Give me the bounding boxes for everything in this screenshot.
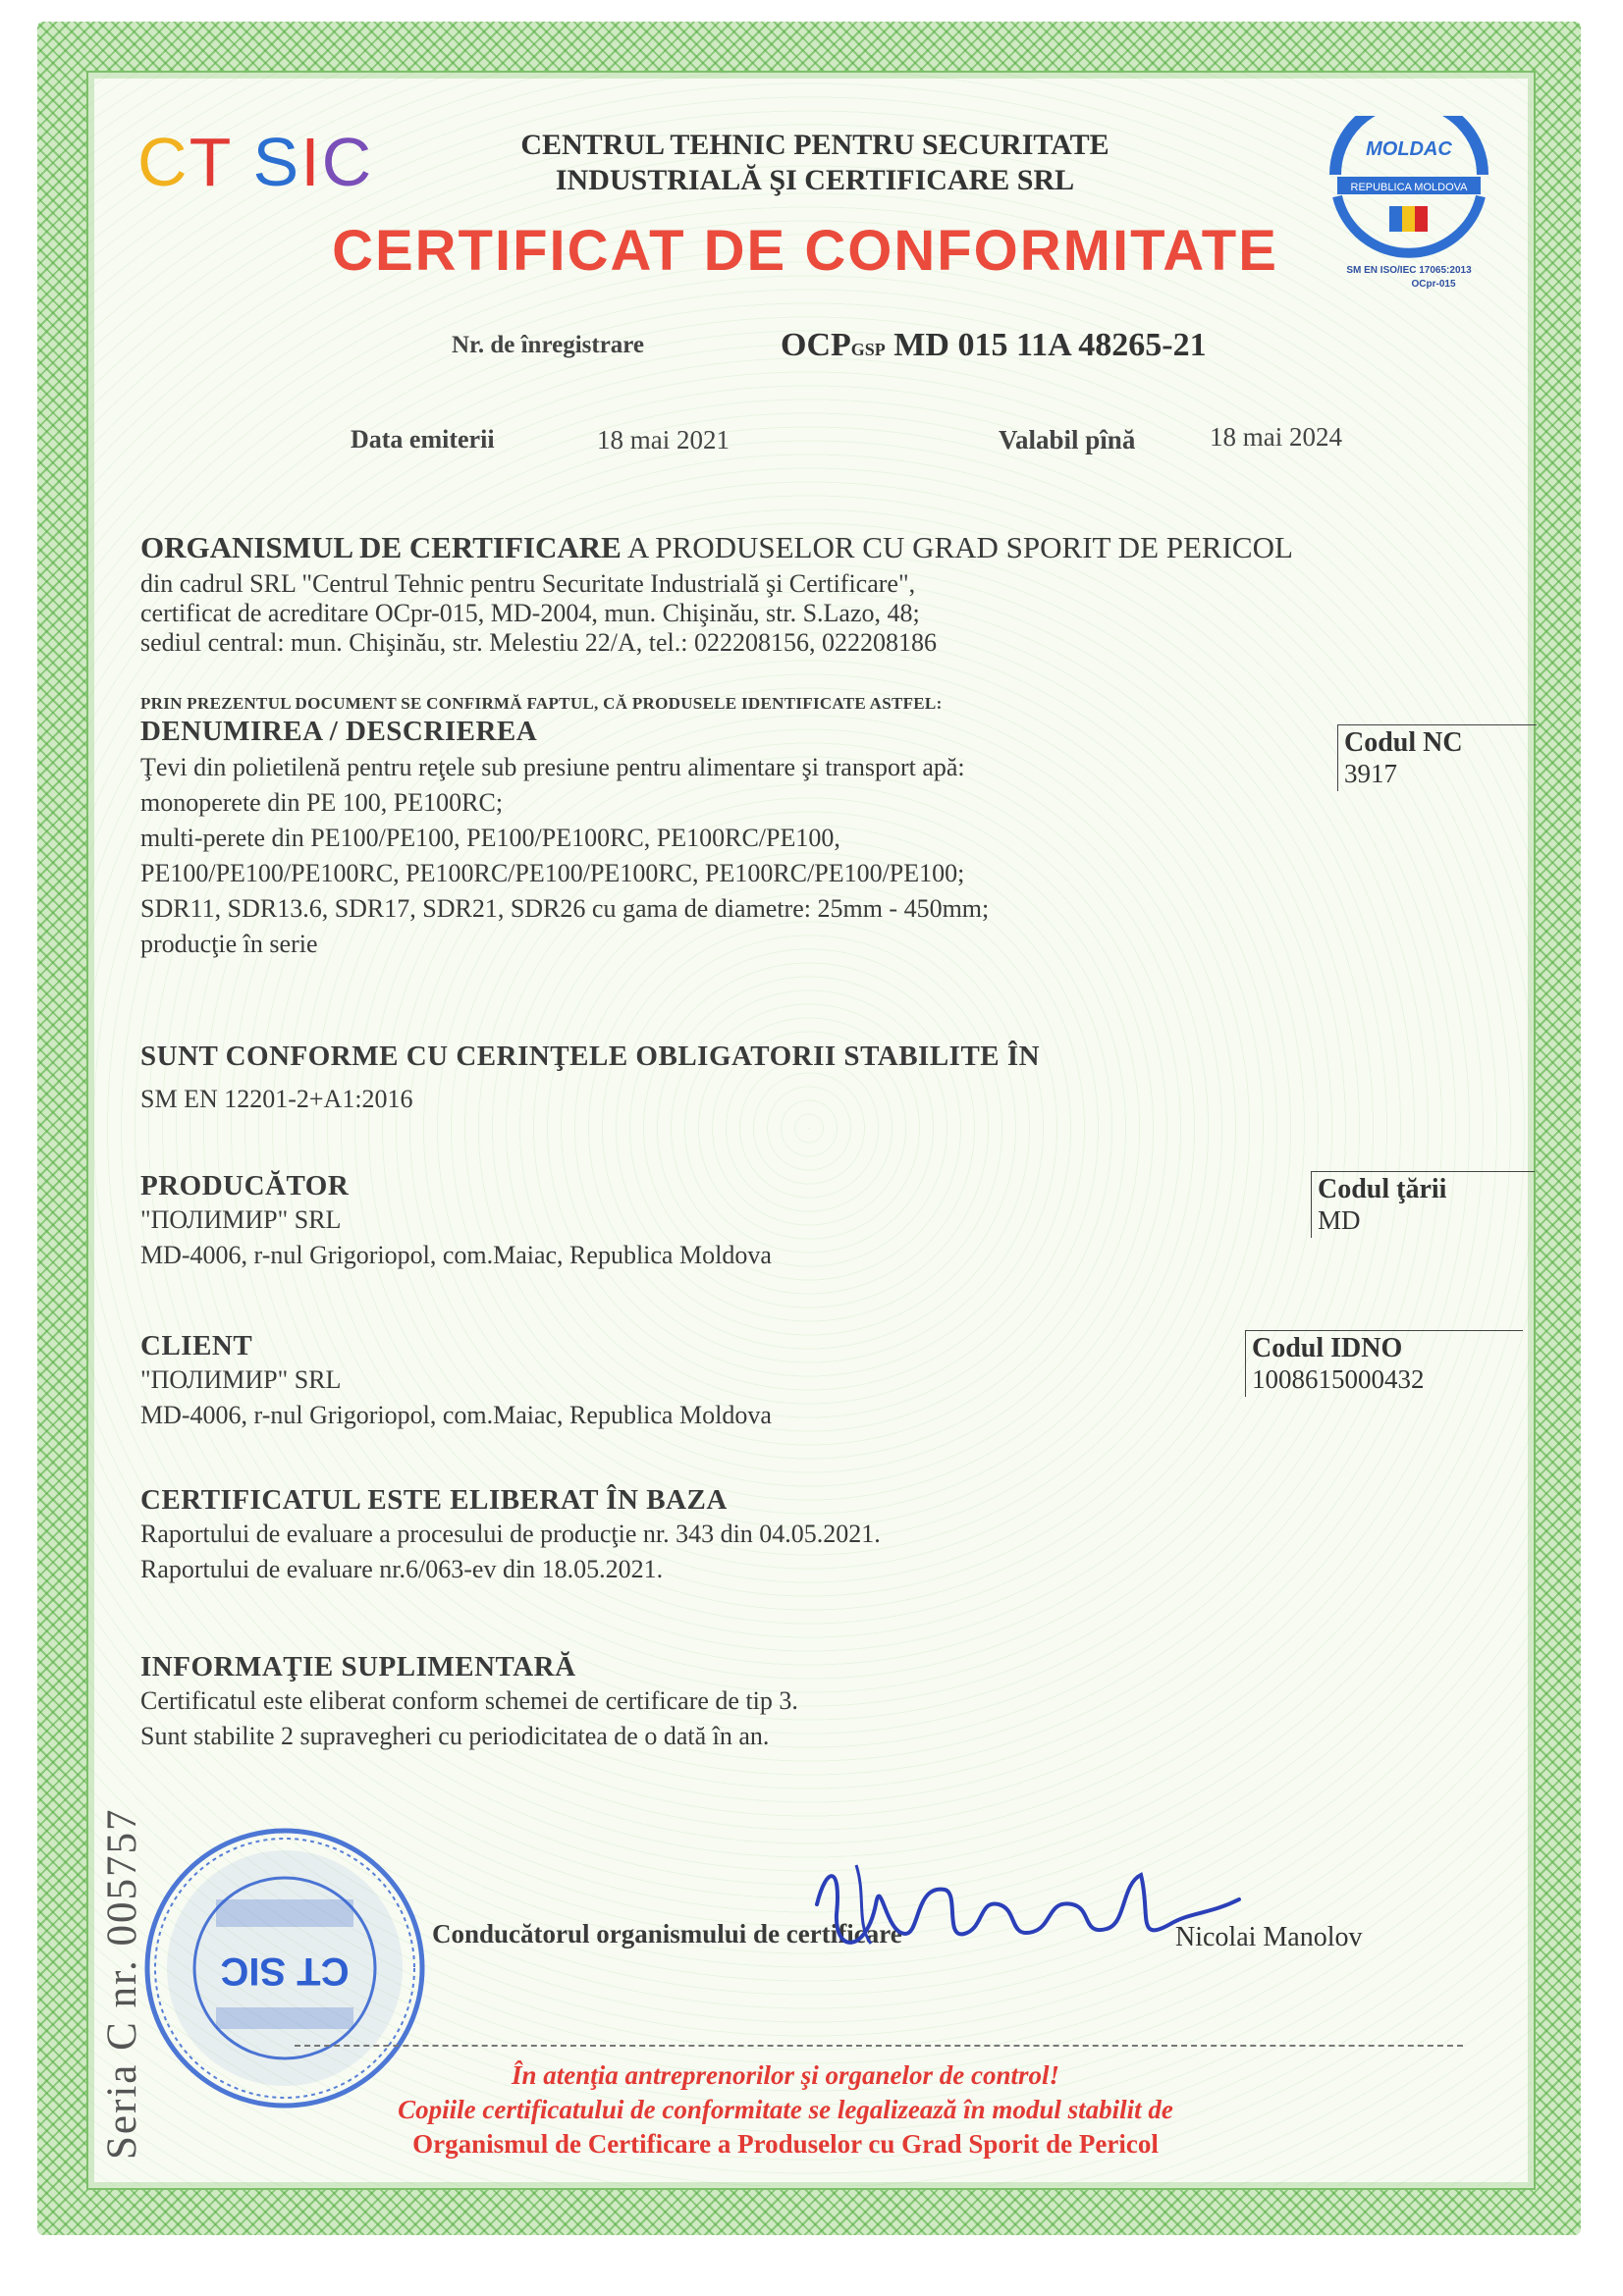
footer-line: Copiile certificatului de conformitate se legalizează în modul stabilit de — [398, 2095, 1173, 2124]
issue-date-label: Data emiterii — [351, 425, 495, 454]
footer-line: Organismul de Certificare a Produselor cu Grad Sporit de Pericol — [412, 2129, 1159, 2159]
producer-address: MD-4006, r-nul Grigoriopol, com.Maiac, Republica Moldova — [140, 1241, 772, 1269]
product-line: PE100/PE100/PE100RC, PE100RC/PE100/PE100RC, PE100RC/PE100/PE100; — [140, 859, 965, 887]
conformity-title: SUNT CONFORME CU CERINŢELE OBLIGATORII STABILITE ÎN — [140, 1041, 1041, 1072]
basis-line: Raportului de evaluare nr.6/063-ev din 18.05.2021. — [140, 1555, 664, 1583]
registration-label: Nr. de înregistrare — [452, 332, 645, 358]
footer-notice — [295, 2058, 1276, 2162]
organism-line: sediul central: mun. Chişinău, str. Melestiu 22/A, tel.: 022208156, 022208186 — [140, 628, 937, 657]
country-code-label: Codul ţării — [1318, 1174, 1447, 1204]
organism-title: ORGANISMUL DE CERTIFICARE A PRODUSELOR CU GRAD SPORIT DE PERICOL — [140, 530, 1293, 564]
serial-number: Seria C nr. 005757 — [99, 1807, 145, 2160]
producer-name: "ПОЛИМИР" SRL — [140, 1205, 342, 1234]
moldac-label: MOLDAC — [1366, 138, 1452, 160]
product-line: producţie în serie — [140, 930, 318, 958]
confirmation-intro: PRIN PREZENTUL DOCUMENT SE CONFIRMĂ FAPTUL, CĂ PRODUSELE IDENTIFICATE ASTFEL: — [140, 694, 943, 713]
country-code-value: MD — [1318, 1205, 1361, 1235]
info-line: Certificatul este eliberat conform schemei de certificare de tip 3. — [140, 1686, 798, 1715]
info-section — [140, 1651, 1319, 1754]
idno-code-label: Codul IDNO — [1252, 1333, 1403, 1363]
product-line: Ţevi din polietilenă pentru reţele sub presiune pentru alimentare şi transport apă: — [140, 753, 965, 781]
info-title: INFORMAŢIE SUPLIMENTARĂ — [140, 1651, 576, 1682]
moldac-ribbon: REPUBLICA MOLDOVA — [1350, 182, 1468, 193]
valid-until-label: Valabil pînă — [999, 425, 1136, 454]
nc-code-box — [1337, 724, 1537, 791]
organism-section — [140, 530, 1417, 658]
info-line: Sunt stabilite 2 supravegheri cu periodicitatea de o dată în an. — [140, 1722, 770, 1750]
certificate-title: CERTIFICAT DE CONFORMITATE — [332, 219, 1278, 283]
conformity-standard: SM EN 12201-2+A1:2016 — [140, 1085, 413, 1113]
product-line: SDR11, SDR13.6, SDR17, SDR21, SDR26 cu gama de diametre: 25mm - 450mm; — [140, 894, 990, 923]
producer-section — [140, 1170, 1220, 1273]
idno-code-value: 1008615000432 — [1252, 1364, 1425, 1394]
nc-code-label: Codul NC — [1344, 727, 1463, 758]
conformity-section — [140, 1041, 1319, 1114]
producer-title: PRODUCĂTOR — [140, 1170, 350, 1201]
client-address: MD-4006, r-nul Grigoriopol, com.Maiac, Republica Moldova — [140, 1401, 772, 1429]
organism-line: din cadrul SRL "Centrul Tehnic pentru Securitate Industrială şi Certificare", — [140, 569, 916, 598]
valid-until-value: 18 mai 2024 — [1210, 422, 1342, 452]
moldac-code: OCpr-015 — [1411, 279, 1456, 290]
idno-code-box — [1245, 1330, 1523, 1397]
product-section — [140, 694, 1319, 962]
basis-line: Raportului de evaluare a procesului de producţie nr. 343 din 04.05.2021. — [140, 1520, 881, 1548]
country-code-box — [1311, 1171, 1535, 1238]
product-line: multi-perete din PE100/PE100, PE100/PE100RC, PE100RC/PE100, — [140, 824, 840, 852]
nc-code-value: 3917 — [1344, 759, 1397, 788]
issuer-name: CENTRUL TEHNIC PENTRU SECURITATE INDUSTRIALĂ ŞI CERTIFICARE SRL — [520, 129, 1109, 196]
moldac-standard: SM EN ISO/IEC 17065:2013 — [1346, 265, 1472, 276]
client-title: CLIENT — [140, 1330, 253, 1362]
basis-title: CERTIFICATUL ESTE ELIBERAT ÎN BAZA — [140, 1484, 728, 1516]
client-section — [140, 1330, 1220, 1433]
issue-date-value: 18 mai 2021 — [597, 425, 730, 454]
footer-divider — [295, 2045, 1463, 2047]
client-name: "ПОЛИМИР" SRL — [140, 1365, 342, 1394]
signatory-title: Conducătorul organismului de certificare — [432, 1919, 902, 1949]
moldac-accreditation-logo — [1325, 116, 1492, 293]
basis-section — [140, 1484, 1319, 1587]
signatory-name: Nicolai Manolov — [1175, 1922, 1363, 1952]
handwritten-signature — [797, 1845, 1259, 1983]
ctsic-logo: CT SIC — [137, 124, 374, 200]
product-title: DENUMIREA / DESCRIEREA — [140, 716, 538, 747]
product-line: monoperete din PE 100, PE100RC; — [140, 788, 504, 817]
footer-line: În atenţia antreprenorilor şi organelor de control! — [511, 2060, 1060, 2090]
registration-number: OCPGSP MD 015 11A 48265-21 — [781, 327, 1207, 363]
stamp-center-text: CT SIC — [220, 1949, 350, 1993]
organism-line: certificat de acreditare OCpr-015, MD-2004, mun. Chişinău, str. S.Lazo, 48; — [140, 599, 920, 627]
